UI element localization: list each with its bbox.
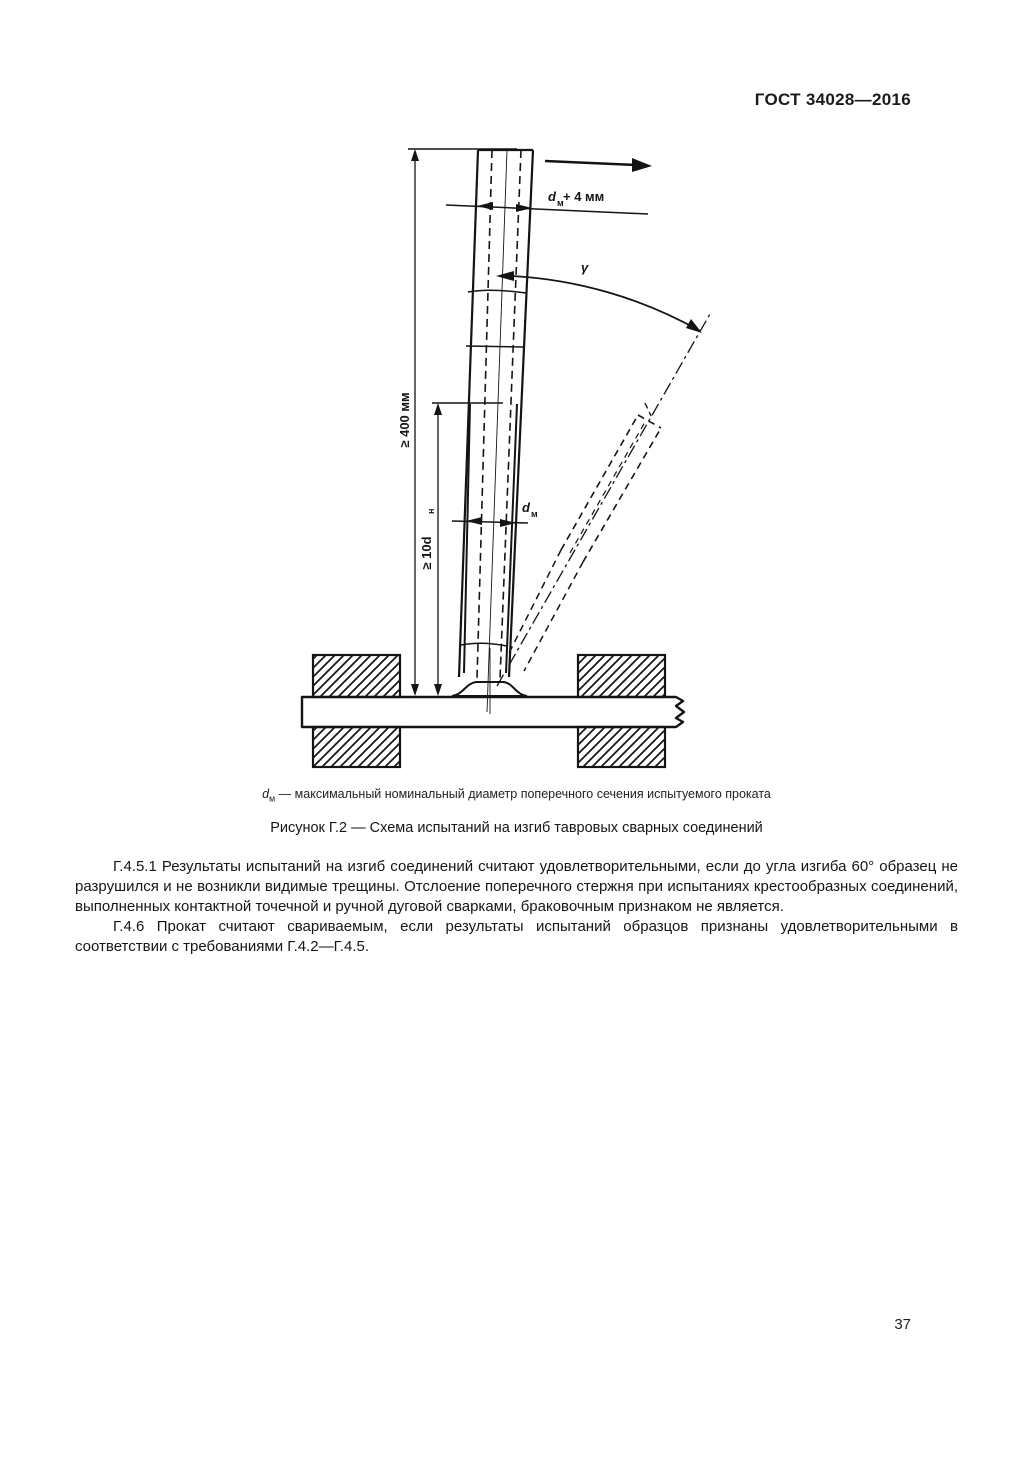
paragraph-g451: Г.4.5.1 Результаты испытаний на изгиб соединений считают удовлетворительными, если до угла изгиба 60° образец не разрушился и не возникли видимые трещины. Отслоение поперечного стержня при испытаниях крестообразных соединений, выполненных контактной точечной и ручной дуговой сварками, браковочным признаком не является. xyxy=(75,858,958,915)
page-number: 37 xyxy=(894,1316,911,1333)
paragraph-g46: Г.4.6 Прокат считают свариваемым, если результаты испытаний образцов признаны удовлетворительными в соответствии с требованиями Г.4.2—Г.4.5. xyxy=(75,918,958,955)
dim-bar-diameter-symbol: d xyxy=(522,500,530,515)
dim-bar-diameter-sub: м xyxy=(531,509,538,519)
figure-title: Рисунок Г.2 — Схема испытаний на изгиб тавровых сварных соединений xyxy=(270,820,763,836)
dim-height-400 xyxy=(397,149,517,696)
document-header: ГОСТ 34028—2016 xyxy=(754,90,911,109)
dim-anchor-label-sub: н xyxy=(426,508,436,514)
angle-label: γ xyxy=(581,260,589,275)
dim-sleeve-bore-sub: м xyxy=(557,198,564,208)
caption-symbol: d xyxy=(262,787,270,801)
dim-sleeve-bore-symbol: d xyxy=(548,189,556,204)
figure-caption xyxy=(75,787,958,804)
caption-text: — максимальный номинальный диаметр поперечного сечения испытуемого проката xyxy=(275,787,771,801)
caption-symbol-sub: м xyxy=(269,793,276,804)
body-text xyxy=(75,857,958,957)
dim-anchor-label: ≥ 10d xyxy=(419,536,434,570)
force-arrow xyxy=(545,158,652,172)
dim-sleeve-bore-rest: + 4 мм xyxy=(563,189,605,204)
dim-height-label: ≥ 400 мм xyxy=(397,392,412,448)
base-plate xyxy=(302,697,684,727)
weld-fillet xyxy=(452,682,527,696)
